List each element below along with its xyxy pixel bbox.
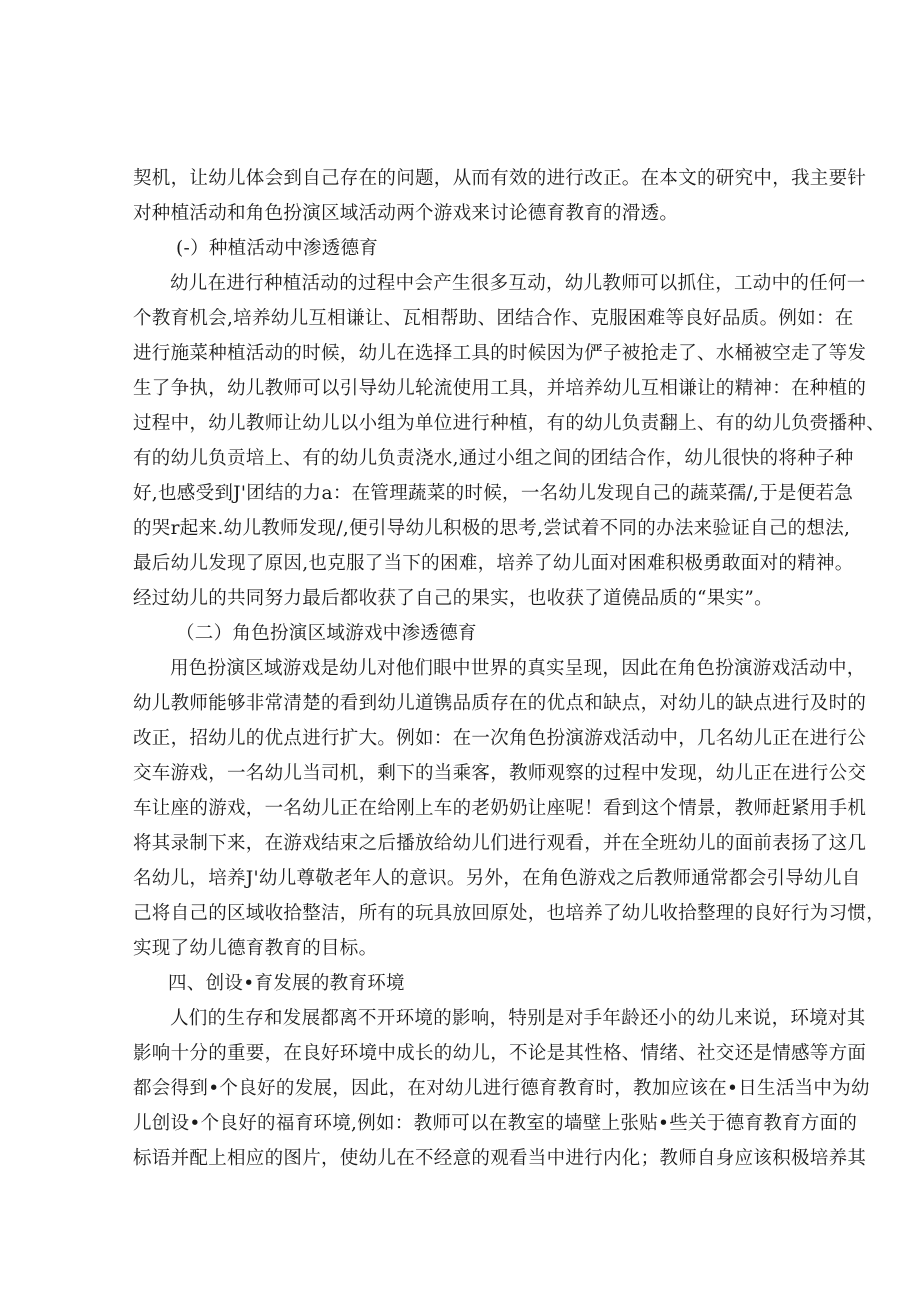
body-text-line: 生了争执，幼儿教师可以引导幼儿轮流使用工具，并培养幼儿互相谦让的精神：在种植的 [133,378,867,399]
body-text-line: 进行施菜种植活动的时候，幼儿在选择工具的时候因为俨子被抢走了、水桶被空走了等发 [133,343,867,364]
body-text-line: 好,也感受到J'团结的力a：在管理蔬菜的时候，一名幼儿发现自己的蔬菜孺/,于是便若急 [133,483,854,504]
body-text-line: 人们的生存和发展都离不开环境的影响，特别是对手年龄还小的幼儿来说，环境对其 [170,1008,866,1029]
body-text-line: 标语并配上相应的图片，使幼儿在不经意的观看当中进行内化；教师自身应该积极培养其 [133,1148,867,1169]
body-text-line: 有的幼儿负贡培上、有的幼儿负责浇水,通过小组之间的团结合作，幼儿很快的将种子种 [133,448,854,469]
section-heading-planting: (-）种植活动中渗透德育 [176,238,379,259]
section-heading-role-play: （二）角色扮演区域游戏中渗透德育 [176,623,477,644]
body-text-line: 交车游戏，一名幼儿当司机，剩下的当乘客，教师观察的过程中发现，幼儿正在进行公交 [133,763,867,784]
body-text-line: 影响十分的重要，在良好环境中成长的幼儿，不论是其性格、情绪、社交还是情感等方面 [133,1043,867,1064]
body-text-line: 儿创设•个良好的福育环境,例如：教师可以在教室的墙壁上张贴•些关于德育教育方面的 [133,1113,858,1134]
body-text-line: 己将自己的区域收拾整洁，所有的玩具放回原处，也培养了幼儿收拾整理的良好行为习惯， [133,903,886,924]
body-text-line: 个教育机会,培养幼儿互相谦让、瓦相帮助、团结合作、克服困难等良好品质。例如：在 [133,308,854,329]
body-text-line: 过程中，幼儿教师让幼儿以小组为单位进行种植，有的幼儿负责翻上、有的幼儿负赍播种、 [133,413,886,434]
body-text-line: 改正，招幼儿的优点进行扩大。例如：在一次角色扮演游戏活动中，几名幼儿正在进行公 [133,728,867,749]
body-text-line: 实现了幼儿德育教育的目标。 [133,938,378,959]
body-text-line: 幼儿教师能够非常清楚的看到幼儿道镌品质存在的优点和缺点，对幼儿的缺点进行及时的 [133,693,867,714]
body-text-line: 将其录制下来，在游戏结束之后播放给幼儿们进行观看，并在全班幼儿的面前表扬了这几 [133,833,867,854]
section-heading-environment: 四、创设•育发展的教育环境 [168,973,405,994]
body-text-line: 名幼儿，培养J'幼儿尊敬老年人的意识。另外，在角色游戏之后教师通常都会引导幼儿自 [133,868,861,889]
body-text-line: 经过幼儿的共同努力最后都收获了自己的果实，也收获了道僥品质的“果实”。 [133,588,773,609]
body-text-line: 幼儿在进行种植活动的过程中会产生很多互动，幼儿教师可以抓住，工动中的任何一 [170,273,866,294]
body-text-line: 用色扮演区域游戏是幼儿对他们眼中世界的真实呈现，因此在角色扮演游戏活动中， [170,658,866,679]
body-text-line: 最后幼儿发现了原因,也克服了当下的困难，培养了幼儿面对困难积极勇敢面对的精神。 [133,553,854,574]
body-text-line: 车让座的游戏，一名幼儿正在给刚上车的老奶奶让座呢！看到这个情景，教师赶紧用手机 [133,798,867,819]
body-text-line: 的哭r起来.幼儿教师发现/,便引导幼儿积极的思考,尝试着不同的办法来验证自己的想法, [133,518,851,539]
body-text-line: 对种植活动和角色扮演区域活动两个游戏来讨论德育教育的滑透。 [133,203,679,224]
body-text-line: 都会得到•个良好的发展，因此，在对幼儿进行德育教育时，教加应该在•日生活当中为幼 [133,1078,870,1099]
body-text-line: 契机，让幼儿体会到自己存在的问题，从而有效的进行改正。在本文的研究中，我主要针 [133,168,867,189]
